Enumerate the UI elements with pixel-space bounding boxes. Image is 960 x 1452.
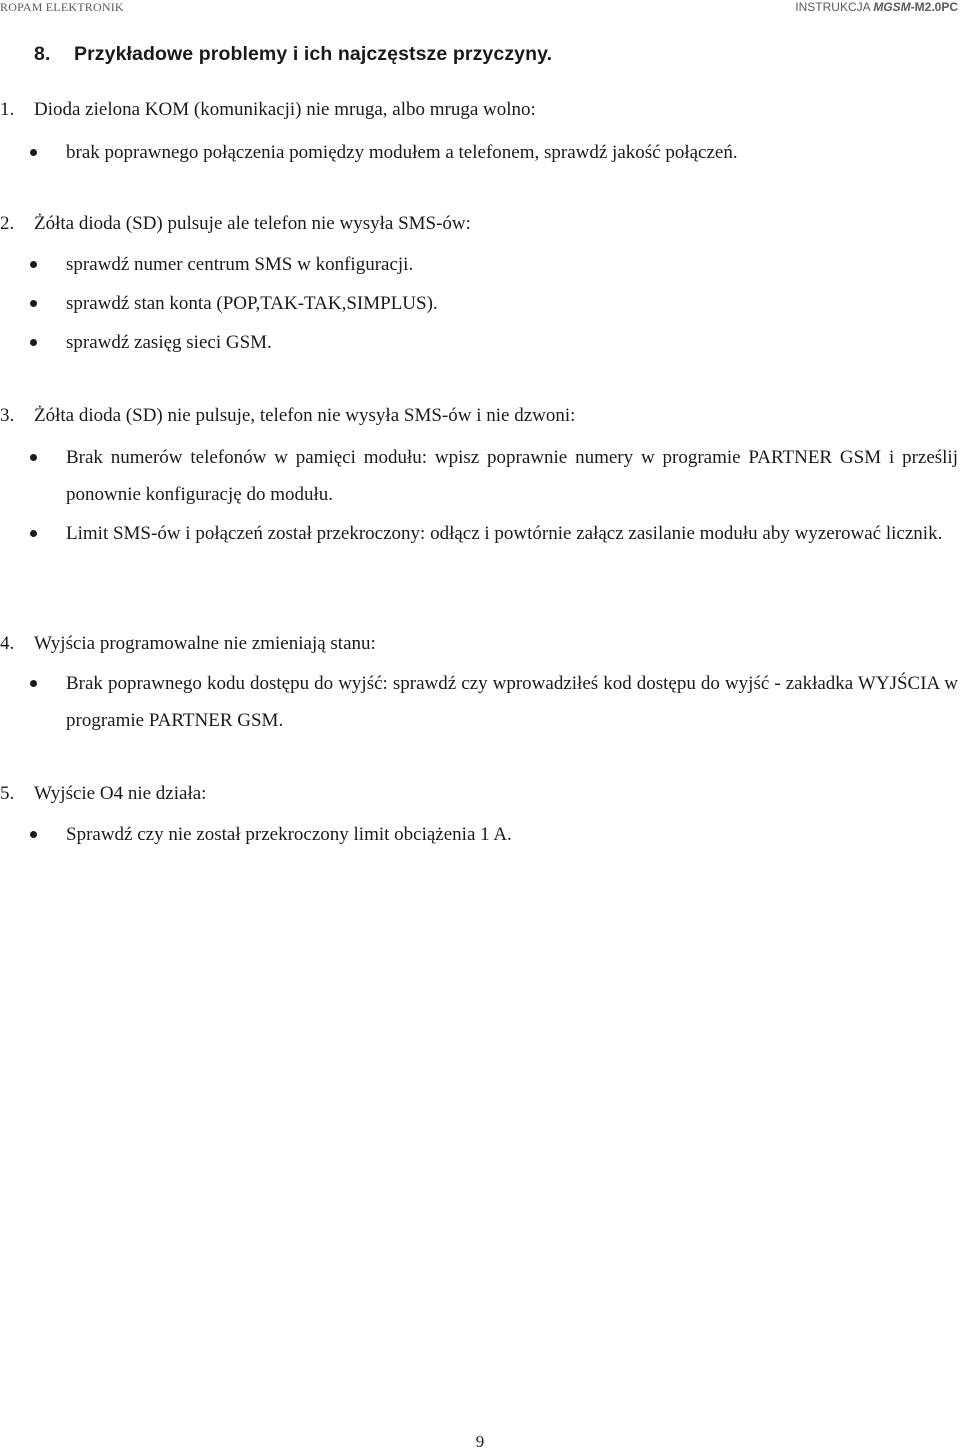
problem-heading-text: Wyjście O4 nie działa: xyxy=(34,783,207,804)
problem-number: 4. xyxy=(0,633,15,654)
bullet-icon xyxy=(30,831,37,838)
problem-heading-text: Wyjścia programowalne nie zmieniają stanu: xyxy=(34,633,376,654)
header-document xyxy=(795,0,958,14)
bullet-icon xyxy=(30,300,37,307)
bullet-icon xyxy=(30,530,37,537)
bullet-icon xyxy=(30,261,37,268)
header-doc-model: MGSM xyxy=(873,0,911,14)
problem-heading-text: Żółta dioda (SD) pulsuje ale telefon nie wysyła SMS-ów: xyxy=(34,213,471,234)
list-item-text: Brak numerów telefonów w pamięci modułu: wpisz poprawnie numery w programie PARTNER GSM i prześlij ponownie konfigurację do modułu. xyxy=(66,447,958,505)
problem-heading-text: Dioda zielona KOM (komunikacji) nie mruga, albo mruga wolno: xyxy=(34,99,536,120)
list-item-text: brak poprawnego połączenia pomiędzy modułem a telefonem, sprawdź jakość połączeń. xyxy=(66,142,738,163)
problem-heading-text: Żółta dioda (SD) nie pulsuje, telefon nie wysyła SMS-ów i nie dzwoni: xyxy=(34,405,576,426)
list-item-text: sprawdź zasięg sieci GSM. xyxy=(66,332,272,353)
header-doc-version: -M2.0PC xyxy=(910,0,958,14)
list-item-text: Limit SMS-ów i połączeń został przekroczony: odłącz i powtórnie załącz zasilanie modułu aby wyzerować licznik. xyxy=(66,523,943,544)
list-item-text: Sprawdź czy nie został przekroczony limit obciążenia 1 A. xyxy=(66,824,512,845)
problem-number: 3. xyxy=(0,405,15,426)
section-title-number: 8. xyxy=(34,43,51,65)
list-item-text: sprawdź numer centrum SMS w konfiguracji. xyxy=(66,254,414,275)
header-doc-prefix: INSTRUKCJA xyxy=(795,0,874,14)
section-title-text: Przykładowe problemy i ich najczęstsze przyczyny. xyxy=(74,43,553,65)
list-item-text: Brak poprawnego kodu dostępu do wyjść: sprawdź czy wprowadziłeś kod dostępu do wyjść - zakładka WYJŚCIA w programie PARTNER GSM. xyxy=(66,673,958,731)
bullet-icon xyxy=(30,680,37,687)
problem-number: 1. xyxy=(0,99,15,120)
page-number: 9 xyxy=(475,1432,485,1451)
problem-number: 5. xyxy=(0,783,15,804)
list-item-text: sprawdź stan konta (POP,TAK-TAK,SIMPLUS). xyxy=(66,293,438,314)
bullet-icon xyxy=(30,339,37,346)
bullet-icon xyxy=(30,454,37,461)
header-company: ROPAM ELEKTRONIK xyxy=(0,0,124,14)
page-header xyxy=(0,0,960,16)
bullet-icon xyxy=(30,149,37,156)
problem-number: 2. xyxy=(0,213,15,234)
